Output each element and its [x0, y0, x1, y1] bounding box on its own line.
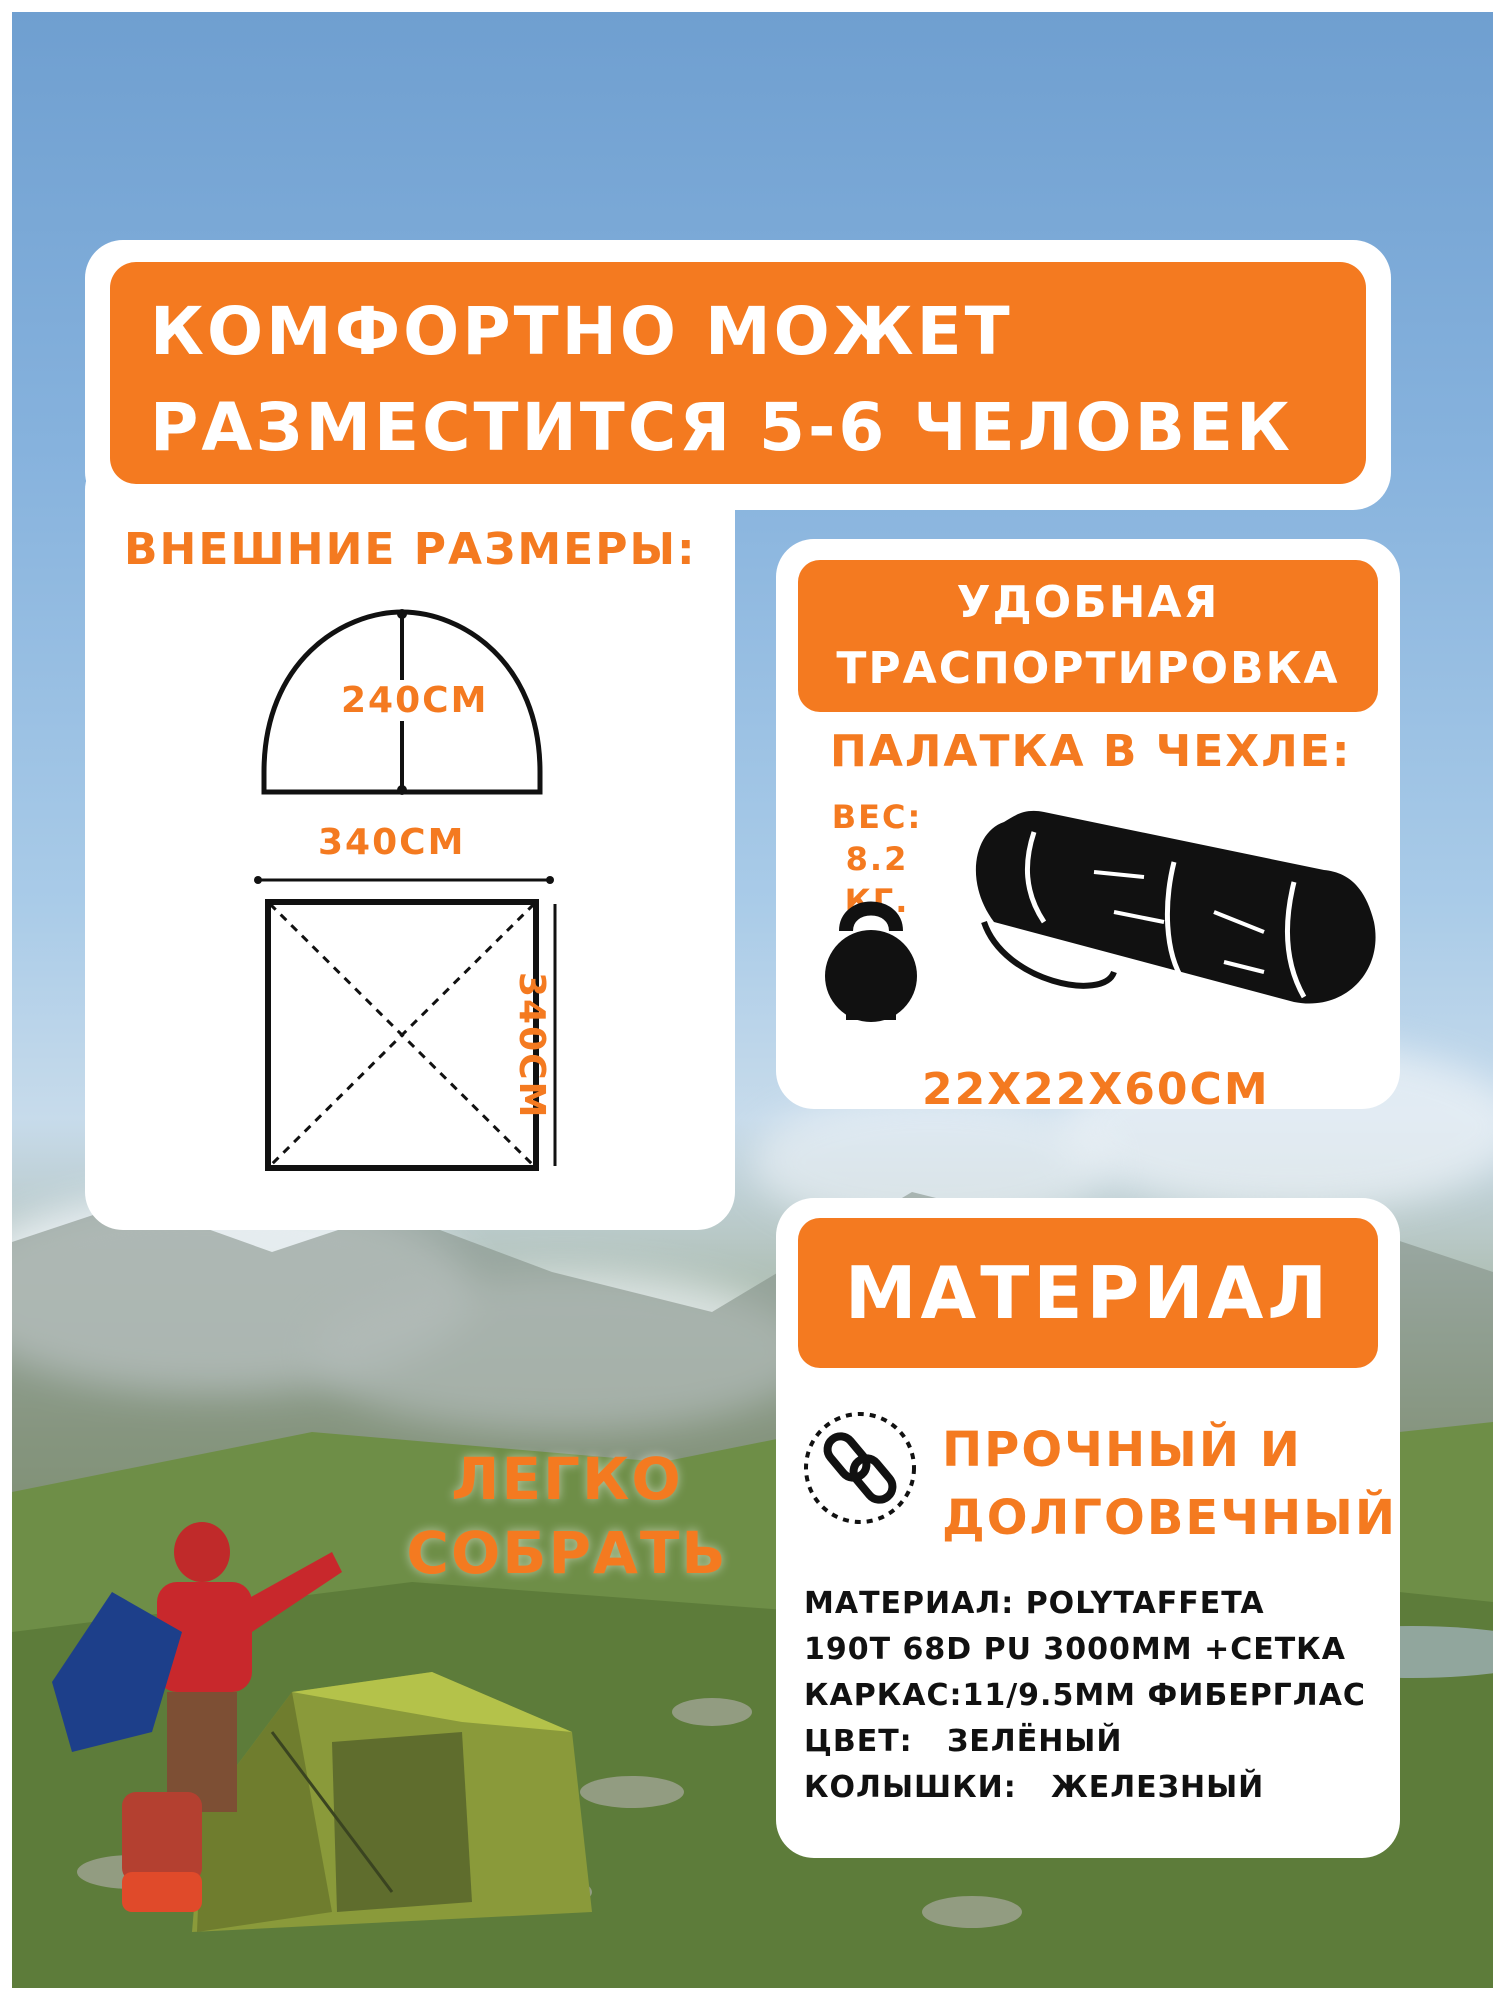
tent-bag-icon	[964, 802, 1384, 1012]
spec-frame: КАРКАС:11/9.5MM ФИБЕРГЛАС	[804, 1678, 1366, 1713]
weight-label: ВЕС:	[831, 798, 923, 836]
durable-line-1: ПРОЧНЫЙ И	[942, 1422, 1302, 1478]
spec-fabric: 190T 68D PU 3000MM +СЕТКА	[804, 1632, 1346, 1667]
background-photo	[12, 12, 1493, 1988]
kettlebell-icon	[816, 896, 926, 1026]
header-banner	[110, 262, 1366, 484]
header-line-1: КОМФОРТНО МОЖЕТ	[150, 293, 1013, 370]
dimensions-title: ВНЕШНИЕ РАЗМЕРЫ:	[124, 524, 697, 575]
width-label: 340CM	[318, 822, 466, 863]
chain-link-icon	[800, 1408, 920, 1528]
spec-pegs: КОЛЫШКИ: ЖЕЛЕЗНЫЙ	[804, 1770, 1265, 1805]
transport-title-2: ТРАСПОРТИРОВКА	[836, 643, 1340, 694]
transport-title-1: УДОБНАЯ	[956, 577, 1220, 628]
header-line-2: РАЗМЕСТИТСЯ 5-6 ЧЕЛОВЕК	[150, 389, 1293, 466]
easy-assembly	[402, 1442, 732, 1590]
material-banner	[798, 1218, 1378, 1368]
assembly-line-1: ЛЕГКО	[451, 1445, 683, 1513]
spec-material: МАТЕРИАЛ: POLYTAFFETA	[804, 1586, 1265, 1621]
assembly-line-2: СОБРАТЬ	[406, 1519, 728, 1587]
weight-value: 8.2 КГ.	[844, 840, 910, 920]
height-label: 240CM	[337, 680, 492, 721]
spec-color: ЦВЕТ: ЗЕЛЁНЫЙ	[804, 1724, 1123, 1759]
bag-size: 22Х22Х60СМ	[922, 1064, 1270, 1115]
transport-banner	[798, 560, 1378, 712]
transport-subtitle: ПАЛАТКА В ЧЕХЛЕ:	[830, 726, 1352, 777]
depth-label: 340CM	[511, 972, 552, 1120]
material-title: МАТЕРИАЛ	[844, 1251, 1332, 1335]
durable-text	[942, 1416, 1397, 1552]
durable-line-2: ДОЛГОВЕЧНЫЙ	[942, 1490, 1398, 1546]
